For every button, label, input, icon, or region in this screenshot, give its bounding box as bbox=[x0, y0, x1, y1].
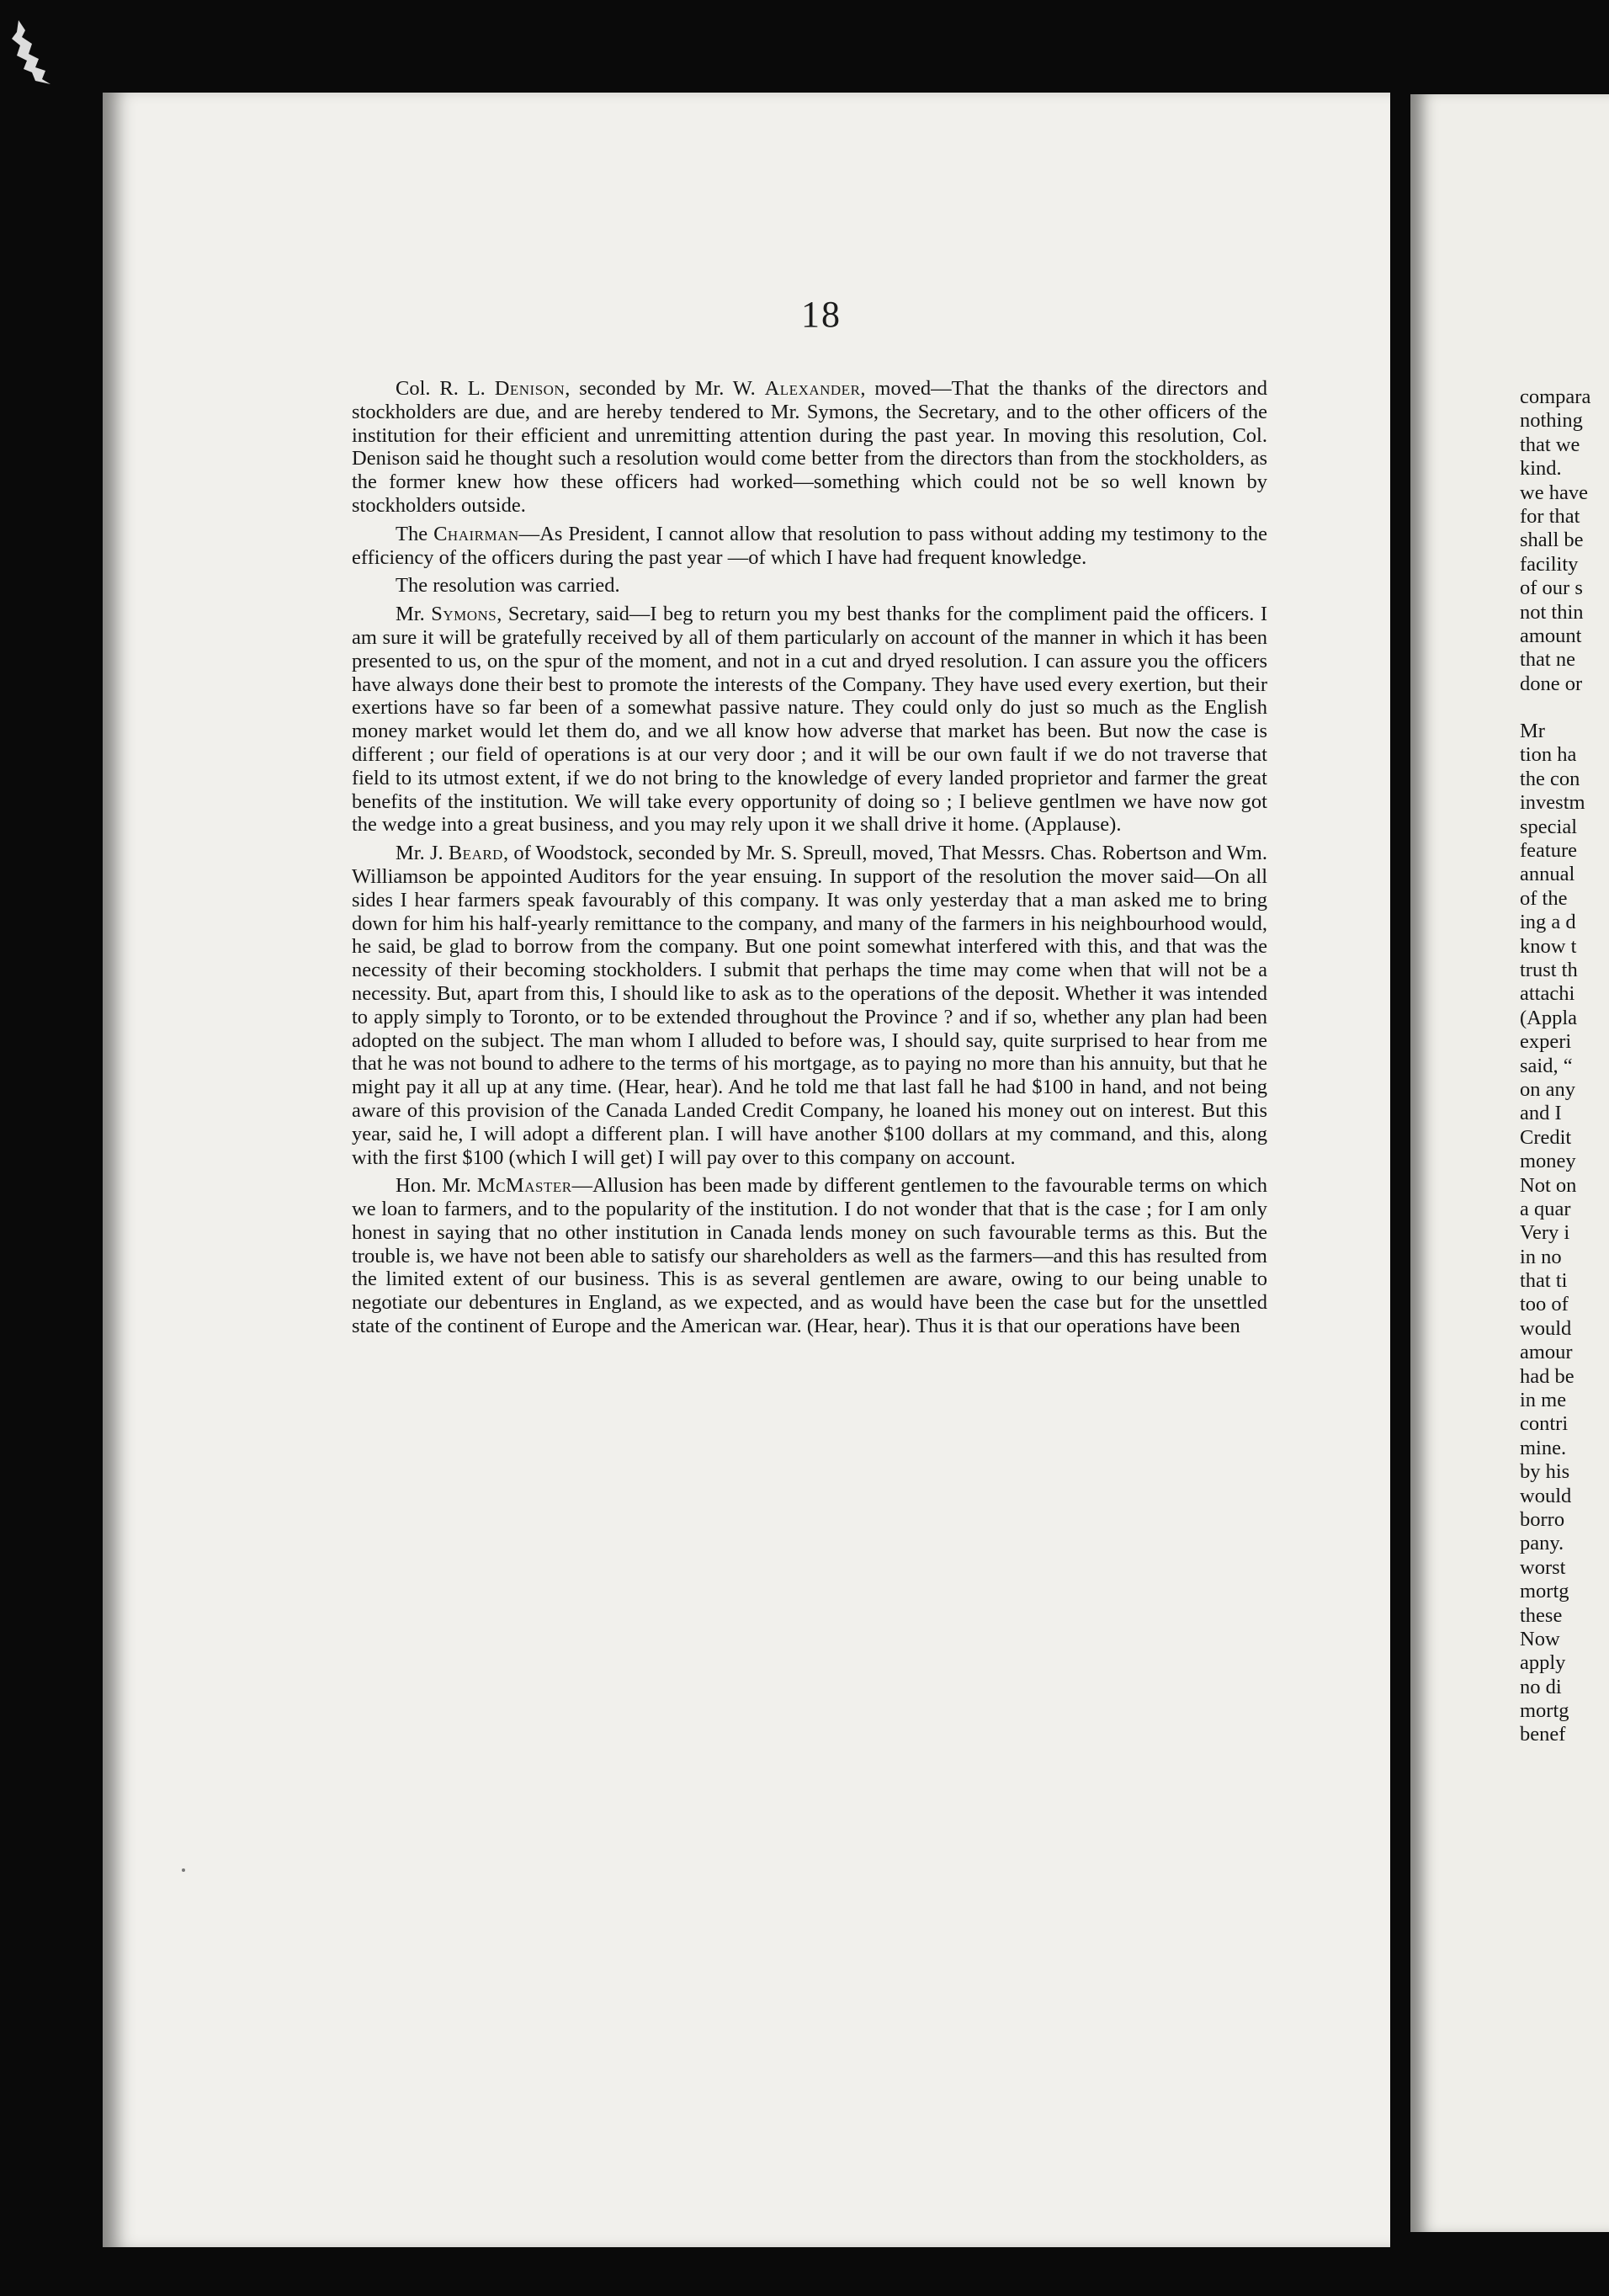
paragraph bbox=[352, 1174, 1267, 1338]
paragraph-text: Hon. Mr. bbox=[396, 1174, 477, 1198]
facing-line-fragment: facility bbox=[1520, 552, 1579, 576]
facing-line-fragment: Mr bbox=[1520, 720, 1545, 743]
facing-line-fragment: the con bbox=[1520, 767, 1580, 790]
facing-line-fragment: ing a d bbox=[1520, 911, 1576, 934]
facing-line-fragment: feature bbox=[1520, 839, 1577, 863]
paragraph bbox=[352, 377, 1267, 518]
corner-ink-speck bbox=[10, 19, 56, 86]
facing-line-fragment: money bbox=[1520, 1150, 1576, 1173]
facing-line-fragment: tion ha bbox=[1520, 743, 1577, 767]
facing-line-fragment: that ne bbox=[1520, 648, 1575, 672]
page-number: 18 bbox=[801, 294, 842, 335]
facing-line-fragment: amount bbox=[1520, 624, 1582, 647]
facing-line-fragment: nothing bbox=[1520, 409, 1583, 433]
facing-line-fragment: would bbox=[1520, 1484, 1572, 1507]
facing-line-fragment: a quar bbox=[1520, 1197, 1571, 1220]
speaker-name: Symons bbox=[431, 603, 497, 626]
facing-line-fragment: amour bbox=[1520, 1341, 1573, 1364]
paragraph-text: , Secretary, said—I beg to return you my best thanks for the compliment paid the officers. I am sure it will be gratefully received by all of them particularly on account of the manner in which it has been presented to us, on the spur of the moment, and not in a cut and dryed resolution. I can assure you the officers have always done their best to promote the interests of the Company. They have used every exertion, but their exertions have so far been of a somewhat passive nature. They could only do just so much as the English money market would let them do, and we all know how adverse that market has been. But now the case is different ; our field of operations is at our very door ; and it will be our own fault if we do not traverse that field to its utmost extent, if we do not bring to the knowledge of every landed proprietor and farmer the great benefits of the institution. We will take every opportunity of doing so ; I believe gentlmen we have now got the wedge into a great business, and you may rely upon it we shall drive it home. (Applause). bbox=[352, 603, 1267, 837]
paragraph bbox=[352, 523, 1267, 570]
facing-line-fragment: would bbox=[1520, 1316, 1572, 1340]
paragraph-text: Mr. bbox=[396, 603, 432, 626]
facing-line-fragment: in me bbox=[1520, 1389, 1567, 1412]
facing-line-fragment bbox=[1520, 696, 1609, 720]
speaker-name: Beard bbox=[448, 842, 503, 865]
paragraph bbox=[352, 842, 1267, 1169]
facing-line-fragment: contri bbox=[1520, 1412, 1569, 1436]
facing-page-text bbox=[1520, 385, 1609, 1747]
facing-line-fragment: compara bbox=[1520, 385, 1591, 408]
facing-line-fragment: for that bbox=[1520, 504, 1580, 528]
facing-line-fragment: no di bbox=[1520, 1675, 1562, 1698]
facing-line-fragment: Credit bbox=[1520, 1125, 1572, 1149]
facing-line-fragment: had be bbox=[1520, 1364, 1574, 1388]
facing-line-fragment: too of bbox=[1520, 1293, 1569, 1316]
facing-line-fragment: annual bbox=[1520, 863, 1575, 886]
facing-line-fragment: Not on bbox=[1520, 1173, 1577, 1197]
facing-line-fragment: worst bbox=[1520, 1555, 1566, 1579]
facing-line-fragment: on any bbox=[1520, 1077, 1575, 1101]
facing-line-fragment: (Appla bbox=[1520, 1006, 1578, 1029]
facing-line-fragment: said, “ bbox=[1520, 1054, 1573, 1077]
speaker-name: Chairman bbox=[433, 522, 519, 545]
paragraph-text: The resolution was carried. bbox=[396, 574, 620, 598]
paragraph-text: —As President, I cannot allow that resolution to pass without adding my testimony to the efficiency of the officers during the past year —of which I have had frequent knowledge. bbox=[352, 522, 1267, 569]
facing-line-fragment: of the bbox=[1520, 886, 1568, 910]
facing-line-fragment: pany. bbox=[1520, 1532, 1564, 1555]
paragraph-text: Mr. J. bbox=[396, 842, 449, 865]
paragraph-text: , moved—That the thanks of the directors and stockholders are due, and are hereby tendered to Mr. Symons, the Secretary, and to the other officers of the institution for their efficient and unremitting attention during the past year. In moving this resolution, Col. Denison said he thought such a resolution would come better from the directors than from the stockholders, as the former knew how these officers had worked—something which could not be so well known by stockholders outside. bbox=[352, 377, 1267, 517]
facing-line-fragment: in no bbox=[1520, 1245, 1562, 1268]
facing-line-fragment: special bbox=[1520, 815, 1578, 838]
facing-line-fragment: not thin bbox=[1520, 600, 1584, 624]
paragraph bbox=[352, 574, 1267, 598]
page-speck bbox=[182, 1868, 185, 1872]
facing-line-fragment: we have bbox=[1520, 481, 1588, 504]
page-body-text bbox=[352, 377, 1267, 1343]
paragraph-text: , seconded by Mr. W. bbox=[565, 377, 765, 400]
facing-line-fragment: mortg bbox=[1520, 1580, 1569, 1603]
facing-line-fragment: mortg bbox=[1520, 1699, 1569, 1723]
facing-line-fragment: experi bbox=[1520, 1030, 1572, 1054]
facing-line-fragment: apply bbox=[1520, 1651, 1566, 1675]
facing-line-fragment: done or bbox=[1520, 672, 1583, 695]
facing-line-fragment: Now bbox=[1520, 1627, 1560, 1650]
speaker-name: Denison bbox=[494, 377, 566, 400]
speaker-name: McMaster bbox=[476, 1174, 572, 1198]
facing-line-fragment: benef bbox=[1520, 1723, 1566, 1746]
facing-line-fragment: borro bbox=[1520, 1507, 1565, 1531]
facing-line-fragment: know t bbox=[1520, 934, 1577, 958]
paragraph-text: Col. R. L. bbox=[396, 377, 495, 400]
facing-line-fragment: trust th bbox=[1520, 958, 1578, 981]
paragraph-text: —Allusion has been made by different gentlemen to the favourable terms on which we loan to farmers, and to the popularity of the institution. I do not wonder that that is the case ; for I am only honest in saying that no other institution in Canada lends money on such favourable terms as this. But the trouble is, we have not been able to satisfy our shareholders as well as the farmers—and this has resulted from the limited extent of our business. This is as several gentlemen are aware, owing to our being unable to negotiate our debentures in England, as we expected, and as would have been the case but for the unsettled state of the continent of Europe and the American war. (Hear, hear). Thus it is that our operations have been bbox=[352, 1174, 1267, 1338]
facing-line-fragment: Very i bbox=[1520, 1221, 1570, 1245]
facing-line-fragment: investm bbox=[1520, 791, 1585, 815]
facing-line-fragment: these bbox=[1520, 1603, 1563, 1627]
facing-line-fragment: by his bbox=[1520, 1460, 1570, 1484]
facing-line-fragment: and I bbox=[1520, 1102, 1562, 1125]
facing-line-fragment: that ti bbox=[1520, 1269, 1568, 1293]
speaker-name: Alexander bbox=[764, 377, 861, 400]
paragraph bbox=[352, 603, 1267, 837]
paragraph-text: The bbox=[396, 522, 434, 545]
paragraph-text: , of Woodstock, seconded by Mr. S. Spreull, moved, That Messrs. Chas. Robertson and Wm. Williamson be appointed Auditors for the year ensuing. In support of the resolution the mover said—On all sides I hear farmers speak favourably of this company. It was only yesterday that a man asked me to bring down for him his half-yearly remittance to the company, and many of the farmers in his neighbourhood would, he said, be glad to borrow from the company. But one point somewhat interfered with this, and that was the necessity of their becoming stockholders. I submit that perhaps the time may come when that will not be a necessity. But, apart from this, I should like to ask as to the operations of the deposit. Whether it was intended to apply simply to Toronto, or to be extended throughout the Province ? and if so, whether any plan had been adopted on the subject. The man whom I alluded to before was, I should say, quite surprised to hear from me that he was not bound to adhere to the terms of his mortgage, as to paying no more than his annuity, but that he might pay it all up at any time. (Hear, hear). And he told me that last fall he had $100 in hand, and not being aware of this provision of the Canada Landed Credit Company, he loaned his money out on interest. But this year, said he, I will adopt a different plan. I will have another $100 dollars at my command, and this, along with the first $100 (which I will get) I will pay over to this company on account. bbox=[352, 842, 1267, 1169]
facing-line-fragment: attachi bbox=[1520, 982, 1575, 1006]
facing-line-fragment: that we bbox=[1520, 433, 1580, 456]
facing-line-fragment: shall be bbox=[1520, 529, 1584, 552]
facing-line-fragment: mine. bbox=[1520, 1436, 1567, 1459]
facing-line-fragment: kind. bbox=[1520, 457, 1562, 481]
facing-line-fragment: of our s bbox=[1520, 577, 1583, 600]
